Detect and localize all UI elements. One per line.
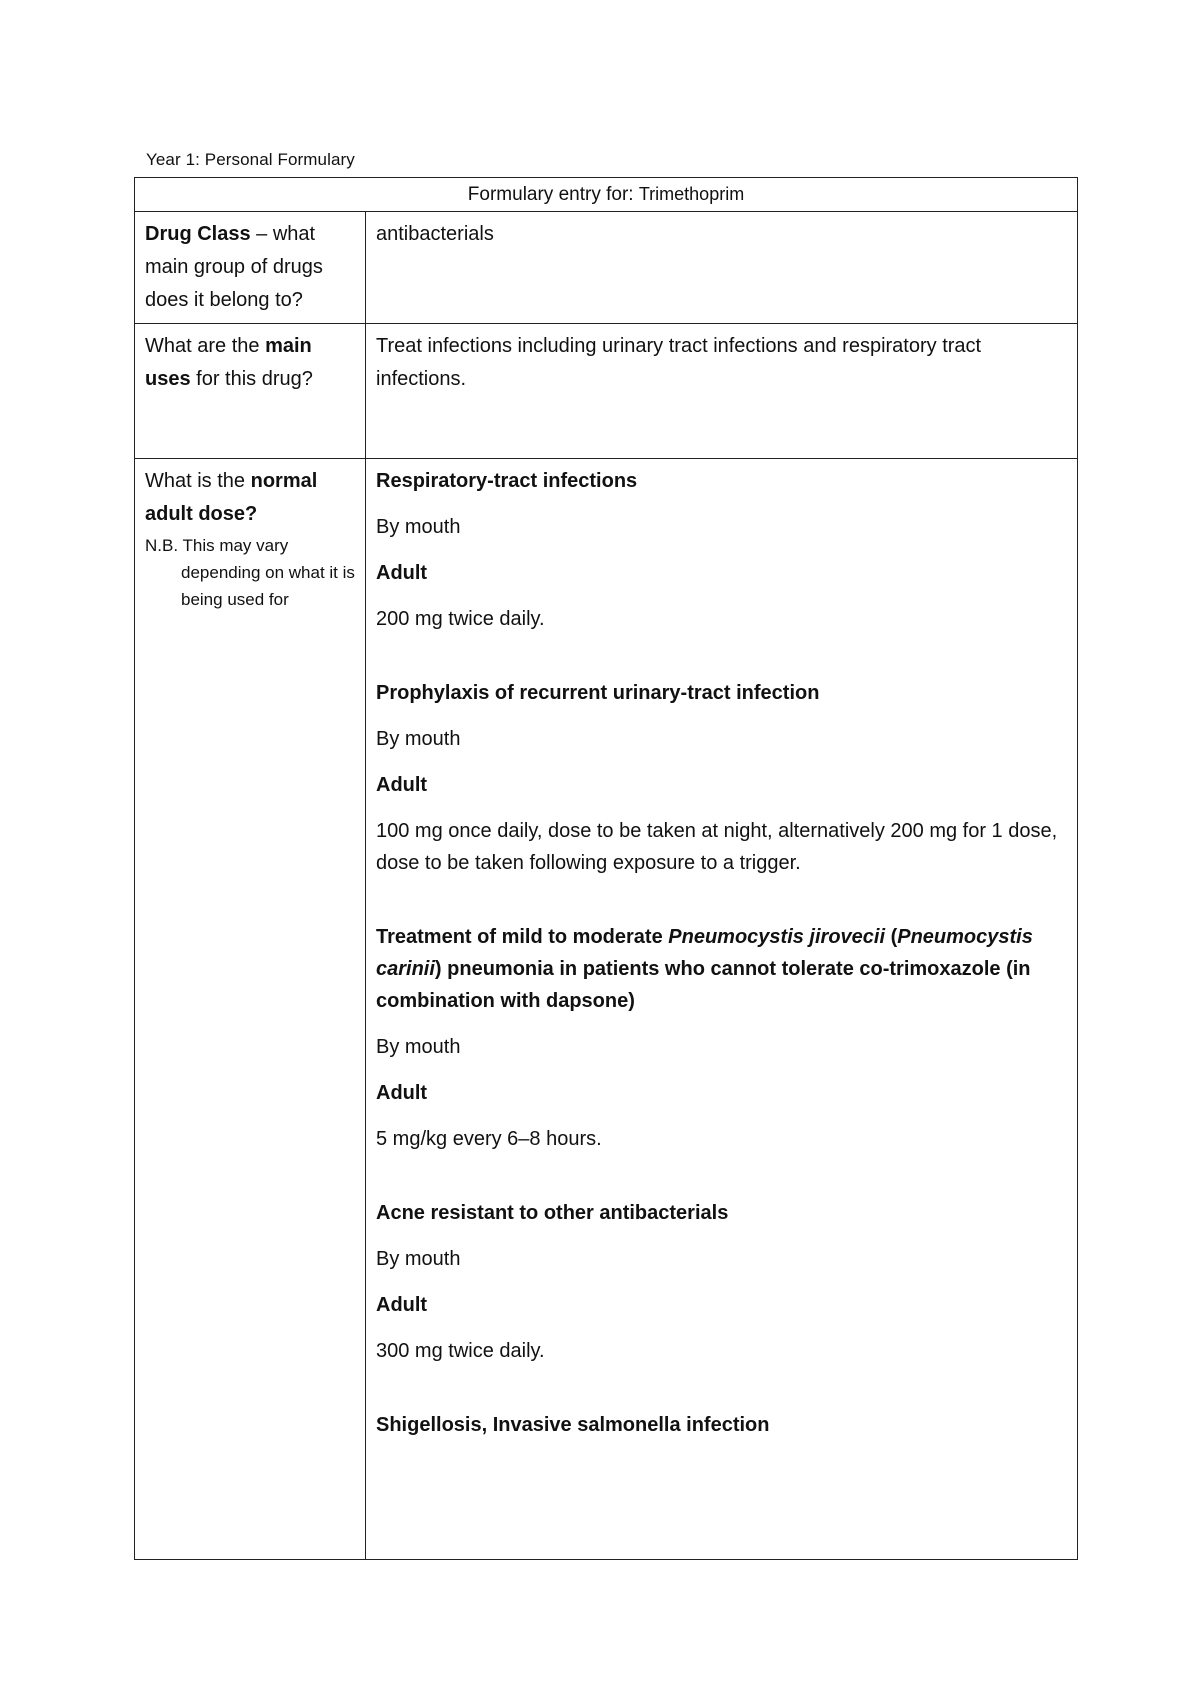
dose-section-population: Adult bbox=[376, 562, 428, 584]
normal-dose-label-pre: What is the bbox=[145, 470, 251, 492]
main-uses-label-post: for this drug? bbox=[190, 368, 313, 390]
heading-part: ) pneumonia in patients who cannot tolerate co-trimoxazole (in combination with dapsone) bbox=[376, 958, 1031, 1012]
normal-dose-value-cell bbox=[366, 459, 1078, 1560]
formulary-table bbox=[134, 177, 1078, 1560]
dose-section-shigellosis bbox=[376, 1409, 1067, 1441]
dose-section-amount: 100 mg once daily, dose to be taken at night, alternatively 200 mg for 1 dose, dose to be taken following exposure to a trigger. bbox=[376, 820, 1058, 874]
normal-dose-label-cell bbox=[135, 459, 366, 1560]
dose-section-respiratory bbox=[376, 465, 1067, 635]
formulary-title-label: Formulary entry for: bbox=[467, 184, 634, 205]
dose-section-population: Adult bbox=[376, 1294, 428, 1316]
dose-section-heading: Prophylaxis of recurrent urinary-tract infection bbox=[376, 682, 820, 704]
dose-section-amount: 200 mg twice daily. bbox=[376, 608, 545, 630]
dose-section-amount: 300 mg twice daily. bbox=[376, 1340, 545, 1362]
heading-part: Treatment of mild to moderate bbox=[376, 926, 669, 948]
heading-italic: Pneumocystis carinii bbox=[376, 926, 1033, 980]
drug-name: Trimethoprim bbox=[638, 184, 745, 204]
dose-section-route: By mouth bbox=[376, 1248, 461, 1270]
dose-section-heading: Respiratory-tract infections bbox=[376, 470, 638, 492]
dose-section-route: By mouth bbox=[376, 1036, 461, 1058]
drug-class-label-cell bbox=[135, 212, 366, 324]
dose-section-population: Adult bbox=[376, 774, 428, 796]
dose-section-population: Adult bbox=[376, 1082, 428, 1104]
normal-dose-label-bold: normal adult dose? bbox=[145, 470, 318, 525]
heading-italic: Pneumocystis jirovecii bbox=[668, 926, 886, 948]
formulary-title-cell bbox=[135, 178, 1078, 212]
main-uses-label-cell bbox=[135, 324, 366, 459]
dose-section-route: By mouth bbox=[376, 516, 461, 538]
dose-section-heading bbox=[376, 921, 1067, 1017]
drug-class-value: antibacterials bbox=[376, 223, 494, 245]
main-uses-label-bold: main uses bbox=[145, 335, 312, 390]
dose-section-heading: Acne resistant to other antibacterials bbox=[376, 1202, 729, 1224]
dose-note bbox=[145, 532, 355, 613]
drug-class-label-bold: Drug Class bbox=[145, 223, 251, 245]
dose-section-pneumocystis bbox=[376, 921, 1067, 1155]
heading-part: ( bbox=[885, 926, 898, 948]
dose-note-rest: depending on what it is being used for bbox=[181, 563, 355, 609]
drug-class-value-cell bbox=[366, 212, 1078, 324]
dose-section-acne bbox=[376, 1197, 1067, 1367]
main-uses-label-pre: What are the bbox=[145, 335, 266, 357]
dose-section-heading: Shigellosis, Invasive salmonella infection bbox=[376, 1414, 770, 1436]
main-uses-value-cell bbox=[366, 324, 1078, 459]
main-uses-value: Treat infections including urinary tract infections and respiratory tract infections. bbox=[376, 335, 982, 390]
page-title: Year 1: Personal Formulary bbox=[146, 150, 355, 169]
dose-section-route: By mouth bbox=[376, 728, 461, 750]
drug-class-label-rest: – what main group of drugs does it belong to? bbox=[145, 223, 323, 311]
dose-section-uti-prophylaxis bbox=[376, 677, 1067, 879]
dose-section-amount: 5 mg/kg every 6–8 hours. bbox=[376, 1128, 602, 1150]
dose-note-first: N.B. This may vary bbox=[145, 536, 289, 555]
